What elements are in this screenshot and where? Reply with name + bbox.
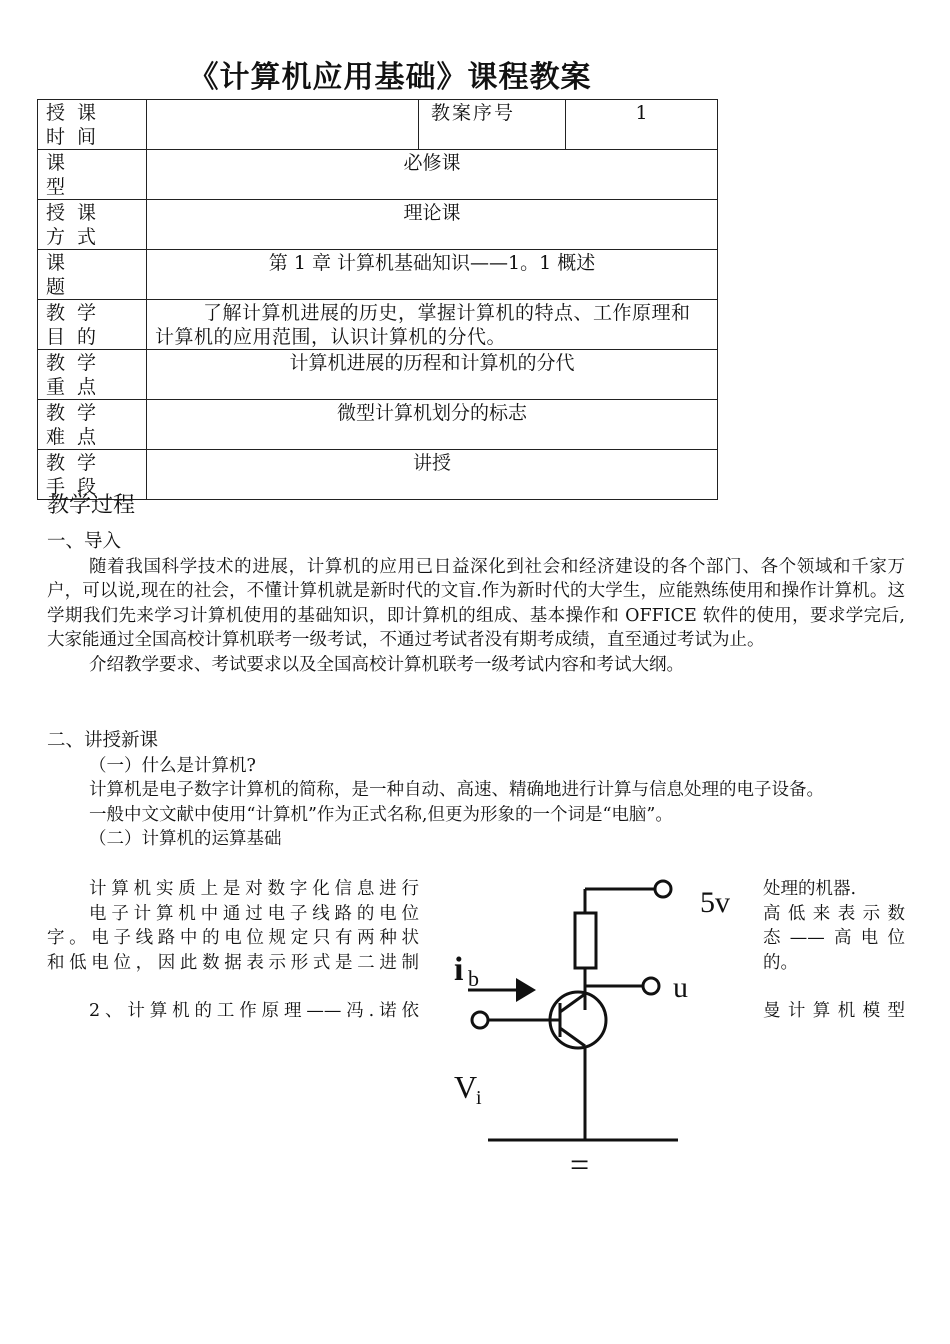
table-row [38, 150, 718, 200]
base-current-label: i [454, 951, 464, 988]
section-heading: 二、讲授新课 [47, 730, 159, 751]
key-label: 教学重点 [38, 350, 147, 400]
time-value [147, 100, 419, 150]
table-row [38, 250, 718, 300]
type-label: 课型 [38, 150, 147, 200]
paragraph: 随着我国科学技术的进展，计算机的应用已日益深化到社会和经济建设的各个部门、各个领域和千家万户，可以说,现在的社会，不懂计算机就是新时代的文盲.作为新时代的大学生，应能熟练使用和操作计算机。这学期我们先来学习计算机使用的基础知识，即计算机的组成、基本操作和 OFFICE 软件的使用，要求学完后,大家能通过全国高校计算机联考一级考试，不通过考试者没有期考成绩，直至通过考试为止。 [47, 556, 905, 650]
serial-value: 1 [566, 100, 718, 150]
resistor [575, 913, 596, 968]
goal-label: 教学目的 [38, 300, 147, 350]
output-label: u [673, 971, 688, 1004]
input-voltage-subscript: i [476, 1087, 482, 1109]
time-label: 授课时间 [38, 100, 147, 150]
current-arrow-head [516, 978, 536, 1002]
document-title: 《计算机应用基础》课程教案 [188, 60, 592, 95]
text-line: 电子计算机中通过电子线路的电位 [89, 903, 419, 924]
text-line: 计算机实质上是对数字化信息进行 [89, 879, 419, 899]
section-intro [47, 530, 905, 677]
input-voltage-label: V [454, 1069, 478, 1105]
supply-terminal [655, 881, 671, 897]
paragraph: 计算机是电子数字计算机的简称，是一种自动、高速、精确地进行计算与信息处理的电子设备。 [89, 780, 824, 800]
transistor-circuit-diagram [430, 870, 750, 1180]
serial-label: 教案序号 [419, 100, 566, 150]
base-current-subscript: b [468, 966, 479, 991]
type-value: 必修课 [147, 150, 718, 200]
means-label: 教学手段 [38, 450, 147, 500]
table-row [38, 450, 718, 500]
input-terminal [472, 1012, 488, 1028]
text-line: 和低电位，因此数据表示形式是二进制 [47, 952, 419, 973]
difficulty-value: 微型计算机划分的标志 [147, 400, 718, 450]
topic-value: 第 1 章 计算机基础知识——1。1 概述 [147, 250, 718, 300]
table-row [38, 350, 718, 400]
text-line: 的。 [763, 952, 798, 973]
means-value: 讲授 [147, 450, 718, 500]
section-heading: 一、导入 [47, 531, 122, 552]
table-row [38, 400, 718, 450]
section-new-lesson [47, 729, 905, 852]
key-value: 计算机进展的历程和计算机的分代 [147, 350, 718, 400]
lesson-info-table [37, 99, 718, 500]
wrapped-text-left [47, 877, 419, 1024]
difficulty-label: 教学难点 [38, 400, 147, 450]
method-value: 理论课 [147, 200, 718, 250]
subheading: （一）什么是计算机? [89, 755, 256, 776]
wrapped-text-right [763, 877, 905, 1024]
text-line: 字。电子线路中的电位规定只有两种状 [47, 928, 419, 948]
table-row [38, 300, 718, 350]
supply-label: 5v [700, 886, 730, 919]
paragraph: 介绍教学要求、考试要求以及全国高校计算机联考一级考试内容和考试大纲。 [89, 654, 684, 675]
table-row [38, 100, 718, 150]
table-row [38, 200, 718, 250]
goal-value: 了解计算机进展的历史，掌握计算机的特点、工作原理和计算机的应用范围，认识计算机的分代。 [147, 300, 718, 350]
subheading: （二）计算机的运算基础 [89, 829, 282, 849]
ground-symbol: = [570, 1147, 590, 1180]
paragraph: 一般中文文献中使用“计算机”作为正式名称,但更为形象的一个词是“电脑”。 [89, 804, 673, 825]
topic-label: 课题 [38, 250, 147, 300]
method-label: 授课方式 [38, 200, 147, 250]
text-line: 2、计算机的工作原理——冯.诺依 [89, 1001, 419, 1021]
text-line: 高低来表示数 [763, 903, 905, 924]
output-terminal [643, 978, 659, 994]
text-line: 态——高电位 [763, 928, 905, 948]
text-line: 曼计算机模型 [763, 1001, 905, 1021]
process-title: 教学过程 [47, 493, 136, 518]
text-line: 处理的机器. [763, 879, 857, 899]
